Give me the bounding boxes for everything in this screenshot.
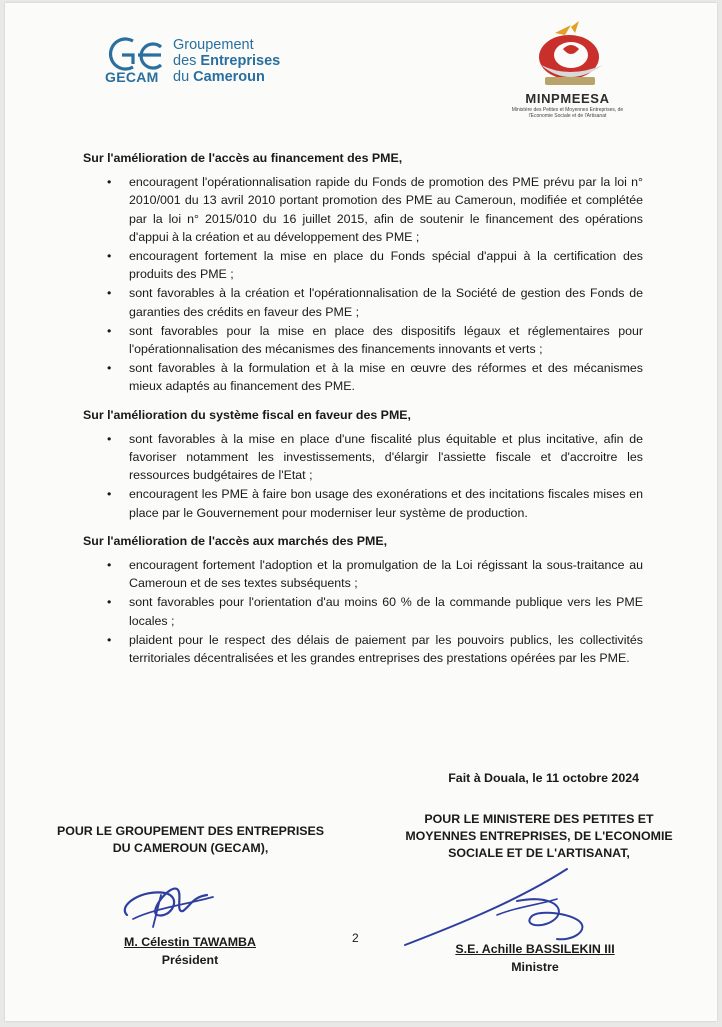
bullet-icon: • xyxy=(107,249,112,264)
list-item-text: sont favorables pour la mise en place des dispositifs légaux et réglementaires pour l'opérationnalisation des mécanismes des financements innovants et verts ; xyxy=(129,323,643,357)
minpmeesa-logo xyxy=(505,19,630,119)
list-item-text: encouragent l'opérationnalisation rapide du Fonds de promotion des PME prévu par la loi n° 2010/001 du 13 avril 2010 portant promotion des PME au Cameroun, modifiée et complétée par la loi n° 2015/010 du 16 juillet 2015, afin de soutenir le financement des opérations d'appui à la création et au développement des PME ; xyxy=(129,175,643,244)
bullet-icon: • xyxy=(107,487,112,502)
section-markets xyxy=(83,532,643,667)
signature-left-icon xyxy=(113,875,223,931)
list-item xyxy=(83,284,643,320)
gecam-full-name xyxy=(173,37,280,85)
list-item-text: encouragent fortement la mise en place du Fonds spécial d'appui à la certification des produits des PME ; xyxy=(129,249,643,282)
signatory-right-org-line3: SOCIALE ET DE L'ARTISANAT, xyxy=(448,846,630,860)
document-page xyxy=(5,3,717,1021)
section-title: Sur l'amélioration du système fiscal en faveur des PME, xyxy=(83,407,411,422)
signatory-left-org-line1: POUR LE GROUPEMENT DES ENTREPRISES xyxy=(56,824,325,838)
gecam-name-line2 xyxy=(173,53,280,69)
gecam-name-line3-pre: du xyxy=(173,69,194,85)
list-item xyxy=(83,173,643,246)
section-tax xyxy=(83,406,643,522)
list-item-text: encouragent les PME à faire bon usage des exonérations et des incitations fiscales mises en place par le Gouvernement pour moderniser leur système de production. xyxy=(129,487,643,520)
bullet-list xyxy=(83,556,643,667)
bullet-icon: • xyxy=(107,632,112,647)
list-item xyxy=(83,247,643,283)
gecam-name-line1: Groupement xyxy=(173,37,254,53)
bullet-icon: • xyxy=(107,361,112,376)
bullet-icon: • xyxy=(107,431,112,446)
signatory-left-role: Président xyxy=(161,953,219,967)
bullet-list xyxy=(83,430,643,522)
signatory-right-org-line2: MOYENNES ENTREPRISES, DE L'ECONOMIE xyxy=(405,829,673,843)
list-item xyxy=(83,631,643,667)
gecam-name-line3 xyxy=(173,69,280,85)
signatory-right-org-line1: POUR LE MINISTERE DES PETITES ET xyxy=(424,812,654,826)
section-title: Sur l'amélioration de l'accès au financement des PME, xyxy=(83,151,403,165)
signatory-left-org-line2: DU CAMEROUN (GECAM), xyxy=(112,841,269,855)
list-item-text: sont favorables à la création et l'opérationnalisation de la Société de gestion des Fonds de garanties des crédits en faveur des PME ; xyxy=(129,286,643,319)
list-item xyxy=(83,430,643,485)
list-item-text: encouragent fortement l'adoption et la promulgation de la Loi régissant la sous-traitance au Cameroun et de ses textes subséquents ; xyxy=(129,558,643,591)
page-number: 2 xyxy=(352,931,359,945)
bullet-icon: • xyxy=(107,286,112,301)
gecam-name-line2-pre: des xyxy=(173,53,201,69)
section-title: Sur l'amélioration de l'accès aux marchés des PME, xyxy=(83,533,388,548)
minpmeesa-subtitle: Ministère des Petites et Moyennes Entreprises, de l'Economie Sociale et de l'Artisanat xyxy=(511,107,624,119)
bullet-icon: • xyxy=(107,558,112,573)
signatory-right-role: Ministre xyxy=(511,960,559,974)
gecam-acronym: GECAM xyxy=(105,69,159,85)
gecam-name-line3-bold: Cameroun xyxy=(193,69,265,85)
signatory-left xyxy=(90,933,290,969)
bullet-icon: • xyxy=(107,323,112,338)
signatory-right xyxy=(430,940,640,976)
list-item-text: sont favorables pour l'orientation d'au moins 60 % de la commande publique vers les PME locales ; xyxy=(129,595,643,628)
minpmeesa-acronym: MINPMEESA xyxy=(525,91,610,106)
list-item-text: plaident pour le respect des délais de paiement par les pouvoirs publics, les collectivités territoriales décentralisées et les grandes entreprises des prestations opérées par les PME. xyxy=(129,632,643,666)
list-item xyxy=(83,359,643,395)
signatory-left-name: M. Célestin TAWAMBA xyxy=(124,935,256,949)
list-item-text: sont favorables à la formulation et à la mise en œuvre des réformes et des mécanismes mieux adaptés au financement des PME. xyxy=(129,361,643,394)
list-item xyxy=(83,556,643,592)
bullet-icon: • xyxy=(107,595,112,610)
signatory-right-org xyxy=(389,811,689,862)
gecam-name-line2-bold: Entreprises xyxy=(200,53,281,69)
bullet-icon: • xyxy=(107,175,112,190)
signatory-right-name: S.E. Achille BASSILEKIN III xyxy=(455,942,615,956)
document-body xyxy=(83,149,643,677)
list-item xyxy=(83,593,643,629)
gecam-logo xyxy=(103,33,293,89)
list-item-text: sont favorables à la mise en place d'une fiscalité plus équitable et plus incitative, afin de favoriser notamment les investissements, d'élargir l'assiette fiscale et d'accroitre les ressources budgétaires de l'Etat ; xyxy=(129,431,643,483)
list-item xyxy=(83,485,643,521)
place-date: Fait à Douala, le 11 octobre 2024 xyxy=(448,771,639,785)
signatory-left-org xyxy=(43,823,338,857)
section-financing xyxy=(83,149,643,396)
minpmeesa-emblem-icon xyxy=(505,19,630,91)
list-item xyxy=(83,322,643,358)
bullet-list xyxy=(83,173,643,395)
